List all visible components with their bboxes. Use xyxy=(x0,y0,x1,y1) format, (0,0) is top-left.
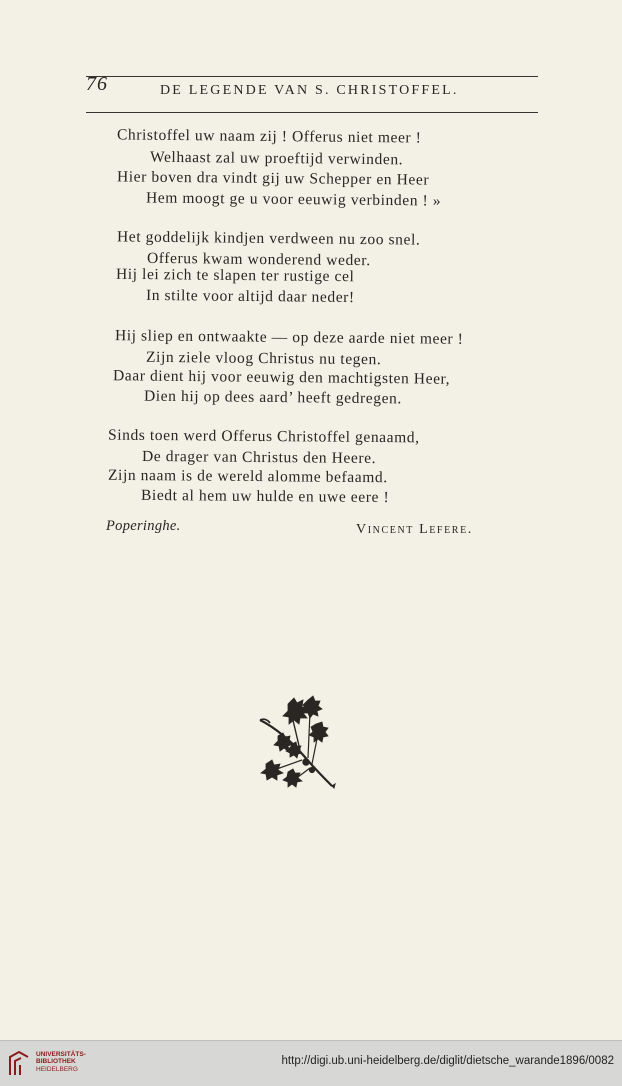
poem-line: Sinds toen werd Offerus Christoffel genaamd, xyxy=(107,426,420,447)
signoff-author: Vincent Lefere. xyxy=(356,522,473,537)
logo-line: BIBLIOTHEK xyxy=(36,1058,76,1066)
poem-line: Daar dient hij voor eeuwig den machtigsten Heer, xyxy=(112,367,451,388)
poem-line: Hier boven dra vindt gij uw Schepper en Heer xyxy=(116,168,430,189)
poem-line: Offerus kwam wonderend weder. xyxy=(146,249,371,270)
signoff-place: Poperinghe. xyxy=(106,518,181,534)
source-url-link[interactable]: http://digi.ub.uni-heidelberg.de/diglit/dietsche_warande1896/0082 xyxy=(281,1055,614,1067)
poem-line: De drager van Christus den Heere. xyxy=(141,447,377,468)
poem-line: Het goddelijk kindjen verdween nu zoo snel. xyxy=(116,228,421,249)
footer-bar xyxy=(0,1040,622,1086)
poem-line: Zijn naam is de wereld alomme befaamd. xyxy=(107,466,388,487)
running-head: DE LEGENDE VAN S. CHRISTOFFEL. xyxy=(160,83,459,98)
poem-line: Hij sliep en ontwaakte — op deze aarde niet meer ! xyxy=(114,327,464,348)
poem-line: Hij lei zich te slapen ter rustige cel xyxy=(115,265,355,286)
poem-line: Hem moogt ge u voor eeuwig verbinden ! » xyxy=(145,189,442,210)
poem-line: Biedt al hem uw hulde en uwe eere ! xyxy=(140,486,390,507)
page-number: 76 xyxy=(86,73,108,95)
header-rule-top xyxy=(86,76,538,77)
library-logo-icon xyxy=(7,1049,31,1077)
header-rule-bottom xyxy=(86,112,538,113)
poem-line: Dien hij op dees aard’ heeft gedregen. xyxy=(143,387,403,408)
poem-line: Zijn ziele vloog Christus nu tegen. xyxy=(145,348,382,369)
poem-line: Christoffel uw naam zij ! Offerus niet meer ! xyxy=(116,126,422,147)
logo-line: UNIVERSITÄTS- xyxy=(36,1051,86,1058)
library-logo-text xyxy=(36,1051,86,1073)
poem-line: In stilte voor altijd daar neder! xyxy=(145,286,355,307)
logo-line: HEIDELBERG xyxy=(36,1065,78,1073)
poem-line: Welhaast zal uw proeftijd verwinden. xyxy=(149,148,404,169)
leaf-sprig-ornament-icon xyxy=(252,690,338,790)
